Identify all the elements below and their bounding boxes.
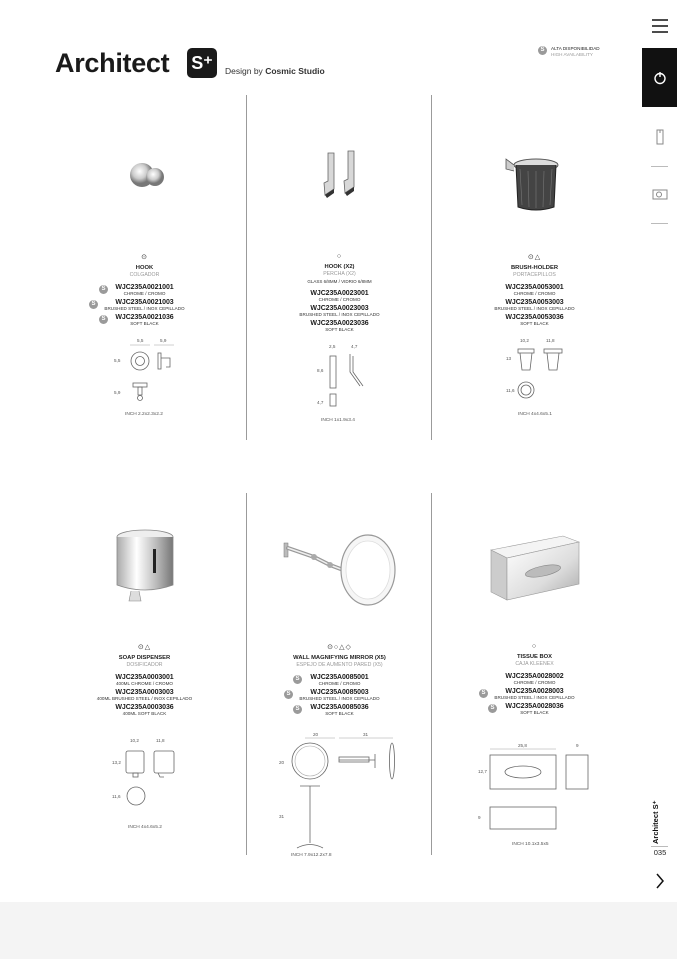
dimension-label: 31 xyxy=(278,814,284,819)
wall-accessory-icon xyxy=(655,129,665,145)
finish-label: BRUSHED STEEL / INOX CEPILLADO xyxy=(299,696,380,701)
finish-label: SOFT BLACK xyxy=(130,321,159,326)
right-sidebar xyxy=(642,0,677,902)
dimension-label: 8,6 xyxy=(316,368,323,373)
reference-code: WJC235A0053001 xyxy=(505,284,564,291)
dimension-label: 10,2 xyxy=(519,338,529,343)
sidebar-divider xyxy=(651,223,668,224)
power-icon xyxy=(653,71,667,85)
reference-code: WJC235A0028002 xyxy=(505,673,564,680)
finish-label: SOFT BLACK xyxy=(520,321,549,326)
dimension-drawing xyxy=(100,736,190,831)
dimension-drawing xyxy=(100,336,190,416)
reference-row xyxy=(52,689,237,701)
availability-badge-icon: S xyxy=(89,300,98,309)
product-photo xyxy=(52,495,237,635)
usage-symbols: ⊙ xyxy=(141,254,148,261)
dimension-label: 2,5 xyxy=(328,344,335,349)
product-name: HOOK xyxy=(135,265,154,271)
availability-badge-icon: S xyxy=(284,690,293,699)
finish-label: SOFT BLACK xyxy=(325,711,354,716)
dimension-label: 9 xyxy=(575,743,579,748)
dimension-label: 13 xyxy=(505,356,511,361)
reference-row xyxy=(247,674,432,686)
finish-label: CHROME / CROMO xyxy=(318,681,361,686)
chevron-right-icon xyxy=(655,873,665,889)
finish-label: BRUSHED STEEL / INOX CEPILLADO xyxy=(494,306,575,311)
dimension-label: 11,6 xyxy=(505,388,515,393)
reference-row xyxy=(52,704,237,716)
availability-label-es: ALTA DISPONIBILIDAD xyxy=(551,46,600,51)
menu-button[interactable] xyxy=(642,12,677,40)
design-by-name: Cosmic Studio xyxy=(265,66,325,76)
product-card-hook[interactable] xyxy=(52,105,237,416)
product-card-brush-holder[interactable] xyxy=(442,105,627,416)
product-note: GLASS 6/8MM / VIDRIO 6/8MM xyxy=(307,279,372,284)
finish-label: 400ML SOFT BLACK xyxy=(122,711,167,716)
product-name-es: PERCHA (X2) xyxy=(323,271,356,277)
hook-photo-icon xyxy=(115,145,175,205)
reference-code: WJC235A0003001 xyxy=(115,674,174,681)
product-photo xyxy=(247,495,432,635)
dimension-label: 4,7 xyxy=(350,344,357,349)
availability-badge-icon: S xyxy=(479,689,488,698)
dimension-label: 11,8 xyxy=(545,338,555,343)
availability-badge-icon: S xyxy=(99,285,108,294)
reference-code: WJC235A0003036 xyxy=(115,704,174,711)
dimension-label: 12,7 xyxy=(477,769,487,774)
reference-row xyxy=(247,305,432,317)
reference-code: WJC235A0028036 xyxy=(505,703,564,710)
dimension-label: 9 xyxy=(477,815,481,820)
finish-label: CHROME / CROMO xyxy=(513,291,556,296)
reference-code: WJC235A0053003 xyxy=(505,299,564,306)
product-card-tissue-box[interactable] xyxy=(442,495,627,849)
reference-row xyxy=(442,688,627,700)
soap-dispenser-photo-icon xyxy=(105,515,185,615)
finish-label: BRUSHED STEEL / INOX CEPILLADO xyxy=(299,312,380,317)
availability-badge-icon: S xyxy=(293,705,302,714)
sidebar-divider xyxy=(651,846,668,847)
finish-label: SOFT BLACK xyxy=(325,327,354,332)
double-hook-photo-icon xyxy=(310,145,370,205)
reference-row xyxy=(247,689,432,701)
reference-row xyxy=(52,299,237,311)
product-card-wall-mirror[interactable] xyxy=(247,495,432,858)
usage-symbols: ⊙△ xyxy=(137,644,152,651)
dimension-label: 11,8 xyxy=(155,738,165,743)
reference-row xyxy=(52,284,237,296)
hamburger-menu-icon xyxy=(652,19,668,33)
reference-row xyxy=(52,314,237,326)
product-name: HOOK (X2) xyxy=(324,264,355,270)
reference-code: WJC235A0028003 xyxy=(505,688,564,695)
inch-dimensions: INCH 1x1.9x3.4 xyxy=(320,418,355,422)
page-number: 035 xyxy=(653,848,667,857)
tissue-box-photo-icon xyxy=(485,520,585,610)
reference-row xyxy=(442,673,627,685)
product-name-es: PORTACEPILLOS xyxy=(513,272,556,278)
finish-label: BRUSHED STEEL / INOX CEPILLADO xyxy=(104,306,185,311)
availability-badge-icon: S xyxy=(293,675,302,684)
reference-code: WJC235A0021003 xyxy=(115,299,174,306)
dimension-drawing xyxy=(295,342,385,422)
finish-label: BRUSHED STEEL / INOX CEPILLADO xyxy=(494,695,575,700)
dimension-drawing xyxy=(490,336,580,416)
brush-holder-photo-icon xyxy=(500,135,570,215)
reference-row xyxy=(442,703,627,715)
availability-badge-icon: S xyxy=(99,315,108,324)
reference-row xyxy=(247,320,432,332)
dimension-label: 11,6 xyxy=(111,794,121,799)
usage-symbols: ○ xyxy=(336,253,343,260)
dimension-label: 20 xyxy=(312,732,318,737)
dimension-label: 4,7 xyxy=(316,400,323,405)
product-name: WALL MAGNIFYING MIRROR (X5) xyxy=(293,655,386,661)
product-card-hook-x2[interactable] xyxy=(247,105,432,422)
reference-row xyxy=(442,299,627,311)
reference-code: WJC235A0021001 xyxy=(115,284,174,291)
reference-code: WJC235A0023003 xyxy=(310,305,369,312)
product-name-es: ESPEJO DE AUMENTO PARED (X5) xyxy=(296,662,383,668)
collection-vertical-label xyxy=(651,792,665,844)
product-name-es: COLGADOR xyxy=(129,272,160,278)
product-photo xyxy=(247,105,432,245)
inch-dimensions: INCH 4x4.6x5.2 xyxy=(127,825,162,830)
availability-legend xyxy=(538,46,600,58)
reference-code: WJC235A0021036 xyxy=(115,314,174,321)
design-by-prefix: Design by xyxy=(225,66,263,76)
dimension-label: 5,5 xyxy=(136,338,143,343)
dimension-label: 5,9 xyxy=(113,390,120,395)
product-photo xyxy=(52,105,237,245)
inch-dimensions: INCH 4x4.6x5.1 xyxy=(517,412,552,416)
reference-code: WJC235A0053036 xyxy=(505,314,564,321)
product-name: BRUSH-HOLDER xyxy=(510,265,559,271)
finish-label: 400ML BRUSHED STEEL / INOX CEPILLADO xyxy=(96,696,193,701)
dimension-drawing xyxy=(470,739,600,849)
reference-row xyxy=(247,290,432,302)
product-name-es: CAJA KLEENEX xyxy=(515,661,554,667)
product-name-es: DOSIFICADOR xyxy=(126,662,163,668)
reference-code: WJC235A0003003 xyxy=(115,689,174,696)
category-washbasin-button[interactable] xyxy=(642,182,677,208)
reference-code: WJC235A0023001 xyxy=(310,290,369,297)
collection-name: Architect S⁺ xyxy=(651,800,660,844)
brand-title: Architect xyxy=(55,48,170,78)
reference-row xyxy=(442,314,627,326)
inch-dimensions: INCH 7.9x12.2x7.8 xyxy=(290,853,332,858)
availability-label-en: HIGH AVAILABILITY xyxy=(551,52,593,57)
category-accessory-button[interactable] xyxy=(642,124,677,150)
dimension-label: 25,8 xyxy=(517,743,527,748)
dimension-label: 20 xyxy=(278,760,284,765)
brand-logo-mark: S⁺ xyxy=(187,48,217,78)
usage-symbols: ⊙△ xyxy=(527,254,542,261)
product-photo xyxy=(442,495,627,635)
reference-code: WJC235A0085036 xyxy=(310,704,369,711)
usage-symbols: ○ xyxy=(531,643,538,650)
finish-label: 400ML CHROME / CROMO xyxy=(115,681,173,686)
product-card-soap-dispenser[interactable] xyxy=(52,495,237,831)
availability-badge-icon: S xyxy=(488,704,497,713)
finish-label: CHROME / CROMO xyxy=(123,291,166,296)
finish-label: SOFT BLACK xyxy=(520,710,549,715)
reference-code: WJC235A0085001 xyxy=(310,674,369,681)
dimension-drawing xyxy=(275,728,405,858)
finish-label: CHROME / CROMO xyxy=(513,680,556,685)
product-photo xyxy=(442,105,627,245)
power-button[interactable] xyxy=(642,48,677,107)
reference-row xyxy=(247,704,432,716)
footer-band xyxy=(0,902,677,959)
availability-badge-icon: S xyxy=(538,46,547,55)
dimension-label: 5,5 xyxy=(113,358,120,363)
dimension-label: 13,2 xyxy=(111,760,121,765)
magnifying-mirror-photo-icon xyxy=(280,515,400,615)
reference-code: WJC235A0023036 xyxy=(310,320,369,327)
reference-row xyxy=(52,674,237,686)
dimension-label: 10,2 xyxy=(129,738,139,743)
finish-label: CHROME / CROMO xyxy=(318,297,361,302)
design-credit xyxy=(225,66,325,76)
washbasin-icon xyxy=(652,188,668,202)
reference-row xyxy=(442,284,627,296)
usage-symbols: ⊙○△◇ xyxy=(327,644,352,651)
next-page-button[interactable] xyxy=(642,866,677,896)
inch-dimensions: INCH 10.1x3.5x5 xyxy=(511,842,549,847)
dimension-label: 31 xyxy=(362,732,368,737)
inch-dimensions: INCH 2.2x2.3x2.2 xyxy=(124,412,163,416)
product-name: SOAP DISPENSER xyxy=(118,655,171,661)
dimension-label: 5,9 xyxy=(159,338,166,343)
reference-code: WJC235A0085003 xyxy=(310,689,369,696)
product-name: TISSUE BOX xyxy=(516,654,553,660)
sidebar-divider xyxy=(651,166,668,167)
